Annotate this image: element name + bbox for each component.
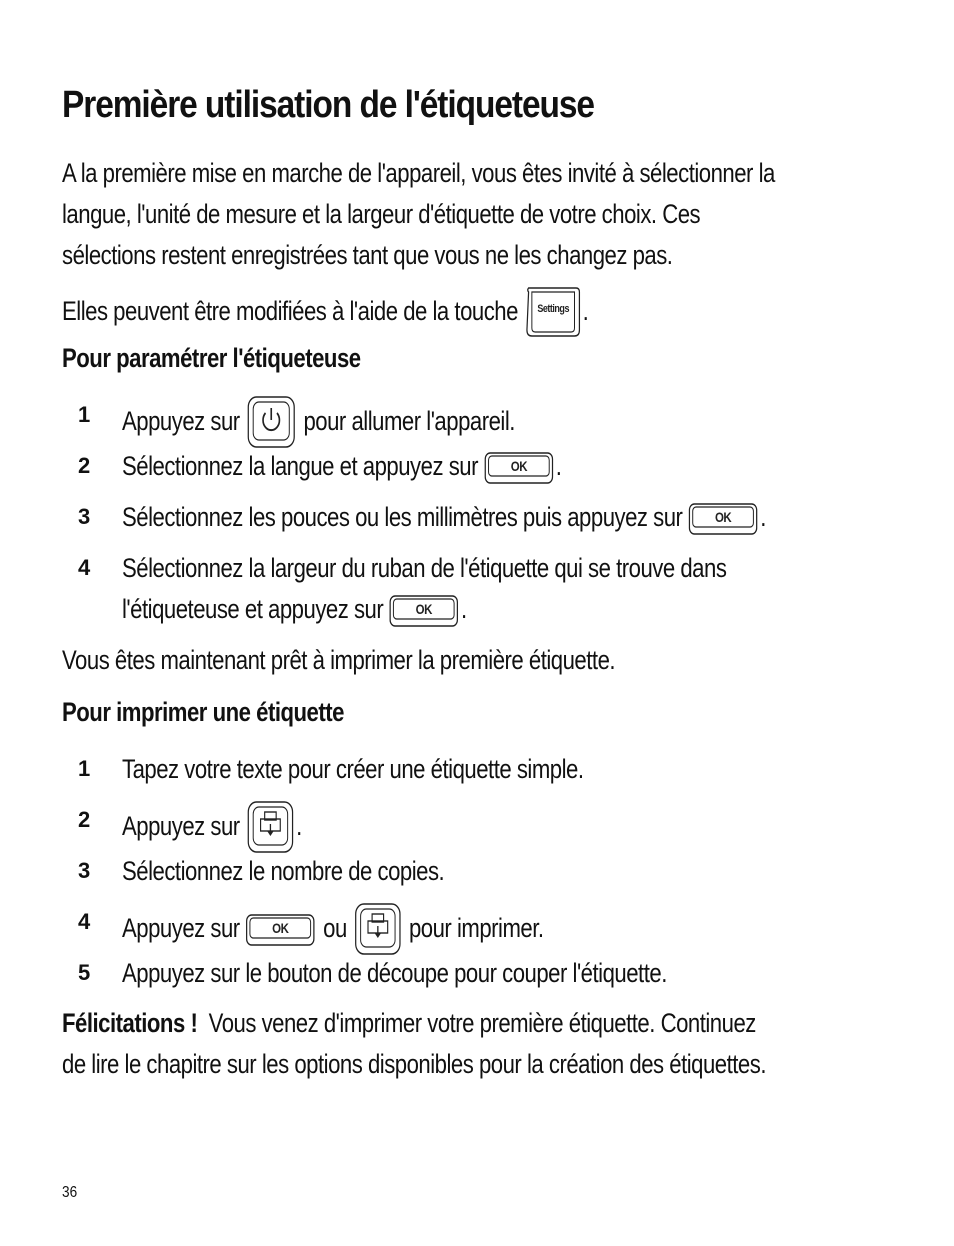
step-text-line-1: Sélectionnez la largeur du ruban de l'étiquette qui se trouve dans bbox=[122, 553, 727, 583]
intro-line-2: langue, l'unité de mesure et la largeur d'étiquette de votre choix. Ces bbox=[62, 199, 701, 229]
step-text-line-2: l'étiqueteuse et appuyez sur OK . bbox=[122, 589, 467, 629]
power-key-icon bbox=[245, 395, 297, 451]
settings-prefix: Elles peuvent être modifiées à l'aide de la touche bbox=[62, 296, 518, 327]
setup-step-3 bbox=[0, 497, 954, 545]
step-number: 2 bbox=[78, 453, 91, 478]
ready-sentence: Vous êtes maintenant prêt à imprimer la première étiquette. bbox=[62, 645, 616, 675]
step-text: Appuyez sur OK ou pour imprimer. bbox=[122, 902, 544, 958]
setup-heading: Pour paramétrer l'étiqueteuse bbox=[62, 343, 361, 373]
step-number: 5 bbox=[78, 960, 91, 985]
congrats-line-1 bbox=[62, 1003, 756, 1043]
ok-key-icon bbox=[389, 593, 461, 629]
step-text: Appuyez sur le bouton de découpe pour couper l'étiquette. bbox=[122, 958, 667, 988]
ok-key-label: OK bbox=[715, 508, 732, 526]
print-heading: Pour imprimer une étiquette bbox=[62, 697, 344, 727]
print-key-icon bbox=[245, 800, 296, 856]
step-number: 3 bbox=[78, 504, 91, 529]
congrats-text-1: Vous venez d'imprimer votre première étiquette. Continuez bbox=[208, 1008, 756, 1038]
print-step-4 bbox=[0, 902, 954, 950]
print-step-2 bbox=[0, 800, 954, 848]
congrats-line-2: de lire le chapitre sur les options disponibles pour la création des étiquettes. bbox=[62, 1049, 766, 1079]
page-title: Première utilisation de l'étiqueteuse bbox=[62, 84, 594, 126]
step-text: Sélectionnez le nombre de copies. bbox=[122, 856, 445, 886]
print-step-3 bbox=[0, 851, 954, 899]
step-text: Sélectionnez la langue et appuyez sur OK . bbox=[122, 446, 561, 486]
setup-step-4 bbox=[0, 548, 954, 638]
step-text: Appuyez sur . bbox=[122, 800, 302, 856]
step-number: 1 bbox=[78, 402, 91, 427]
step-number: 3 bbox=[78, 858, 91, 883]
step-number: 4 bbox=[78, 909, 91, 934]
print-step-1 bbox=[0, 749, 954, 797]
print-step-5 bbox=[0, 953, 954, 1001]
step-text: Sélectionnez les pouces ou les millimètres puis appuyez sur OK . bbox=[122, 497, 766, 537]
ok-key-icon bbox=[245, 912, 317, 948]
setup-step-1 bbox=[0, 395, 954, 443]
intro-line-1: A la première mise en marche de l'appareil, vous êtes invité à sélectionner la bbox=[62, 158, 775, 188]
print-key-icon bbox=[352, 902, 403, 958]
settings-key-label: Settings bbox=[537, 303, 569, 316]
ok-key-icon bbox=[688, 501, 760, 537]
ok-key-label: OK bbox=[416, 600, 433, 618]
settings-suffix: . bbox=[582, 296, 589, 327]
step-number: 4 bbox=[78, 555, 91, 580]
ok-key-label: OK bbox=[272, 919, 289, 937]
settings-sentence bbox=[62, 286, 588, 340]
ok-key-icon bbox=[484, 450, 556, 486]
ok-key-label: OK bbox=[510, 457, 528, 475]
setup-step-2 bbox=[0, 446, 954, 494]
step-number: 2 bbox=[78, 807, 91, 832]
congrats-label: Félicitations ! bbox=[62, 1008, 198, 1038]
step-text: Tapez votre texte pour créer une étiquette simple. bbox=[122, 754, 584, 784]
intro-line-3: sélections restent enregistrées tant que vous ne les changez pas. bbox=[62, 240, 673, 270]
page-number: 36 bbox=[62, 1184, 78, 1201]
step-text: Appuyez sur pour allumer l'appareil. bbox=[122, 395, 515, 451]
step-number: 1 bbox=[78, 756, 91, 781]
settings-key-icon bbox=[524, 286, 583, 340]
